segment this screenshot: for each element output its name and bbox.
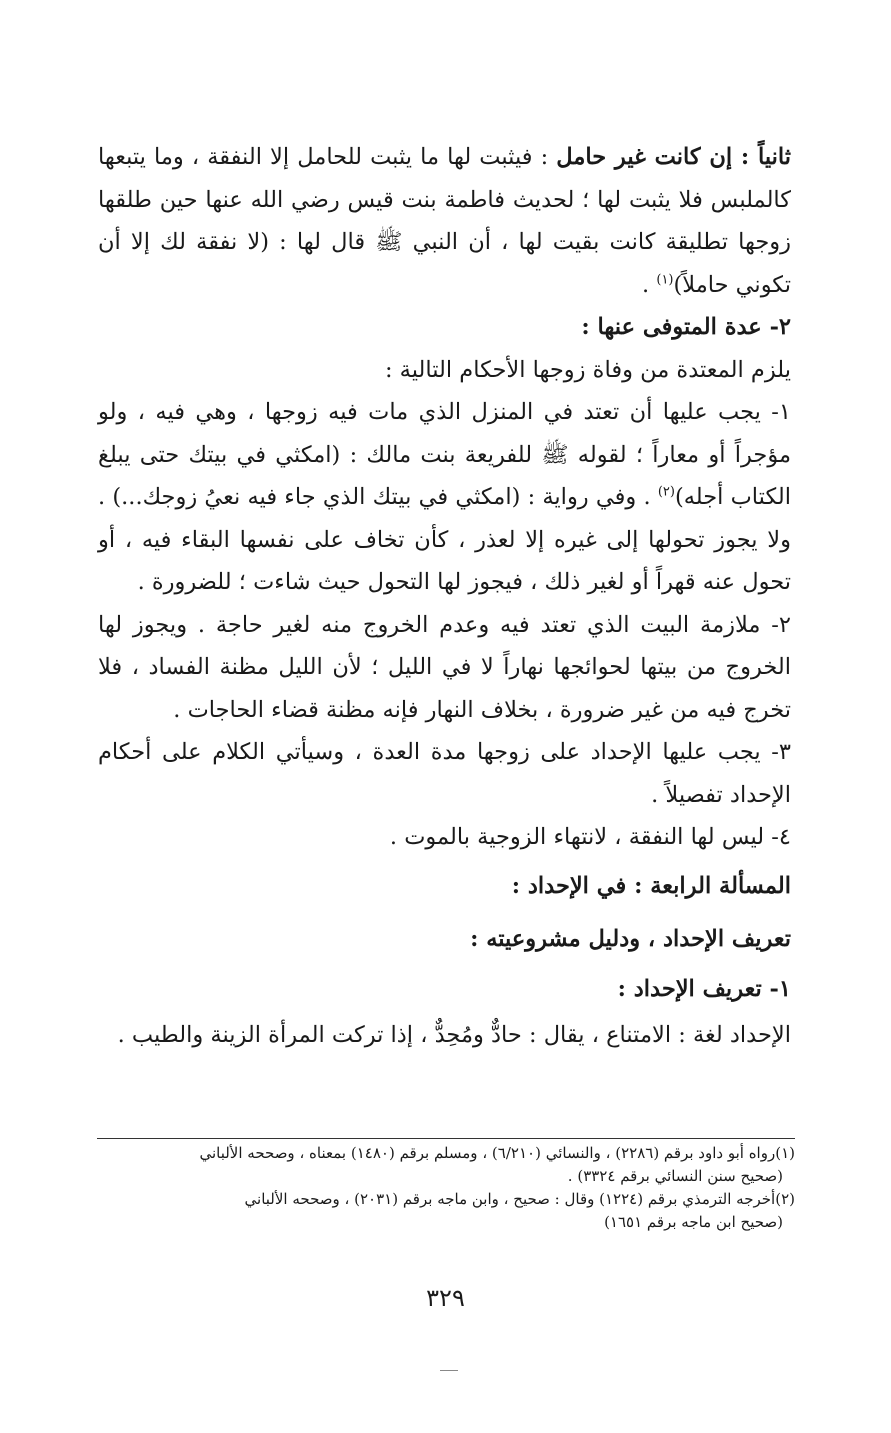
main-text [98,136,791,1056]
heading-definition-1: ١- تعريف الإحداد : [617,975,791,1002]
footnote-1: (١)رواه أبو داود برقم (٢٢٨٦) ، والنسائي (٦/٢١٠) ، ومسلم برقم (١٤٨٠) بمعناه ، وصححه الألباني [199,1144,795,1162]
footnotes [97,1142,795,1234]
heading-fourth-issue: المسألة الرابعة : في الإحداد : [511,872,791,899]
paragraph-rule-2: ٢- ملازمة البيت الذي تعتد فيه وعدم الخروج منه لغير حاجة . ويجوز لها الخروج من بيتها لحوائجها نهاراً لا في الليل ؛ لأن الليل مظنة الفساد ، فلا تخرج فيه من غير ضرورة ، بخلاف النهار فإنه مظنة قضاء الحاجات . [98,611,791,723]
paragraph-rule-3: ٣- يجب عليها الإحداد على زوجها مدة العدة ، وسيأتي الكلام على أحكام الإحداد تفصيلاً . [98,739,791,808]
paragraph-linguistic-definition: الإحداد لغة : الامتناع ، يقال : حادٌّ ومُحِدٌّ ، إذا تركت المرأة الزينة والطيب . [117,1021,791,1048]
bottom-mark [440,1370,458,1371]
footnote-ref-1: (١) [656,272,674,287]
paragraph-rule-1 [98,391,791,604]
paragraph-end: . [642,271,657,298]
footnote-1-continuation: (صحيح سنن النسائي برقم ٣٣٢٤) . [567,1167,783,1185]
heading-definition: تعريف الإحداد ، ودليل مشروعيته : [470,925,791,952]
footnote-2: (٢)أخرجه الترمذي برقم (١٢٢٤) وقال : صحيح ، وابن ماجه برقم (٢٠٣١) ، وصححه الألباني [244,1190,795,1208]
paragraph-lead: ثانياً : إن كانت غير حامل [556,144,791,170]
footnote-separator [97,1138,795,1139]
page-number: ٣٢٩ [426,1284,465,1312]
paragraph-text: : فيثبت لها ما يثبت للحامل إلا النفقة ، وما يتبعها كالملبس فلا يثبت لها ؛ لحديث فاطمة بنت قيس رضي الله عنها حين طلقها زوجها تطليقة كانت بقيت لها ، أن النبي ﷺ قال لها : (لا نفقة لك إلا أن تكوني حاملاً) [98,144,791,298]
paragraph-rule-1-a: ١- يجب عليها أن تعتد في المنزل الذي مات فيه زوجها ، وهي فيه ، ولو مؤجراً أو معاراً ؛ لقوله ﷺ للفريعة بنت مالك : (امكثي في بيتك حتى يبلغ الكتاب أجله) [98,399,791,510]
paragraph-intro-rulings: يلزم المعتدة من وفاة زوجها الأحكام التالية : [384,356,791,383]
footnote-2-continuation: (صحيح ابن ماجه برقم ١٦٥١) [604,1213,783,1231]
paragraph-not-pregnant [98,136,791,306]
paragraph-rule-1-b: . وفي رواية : (امكثي في بيتك الذي جاء فيه نعيُ زوجك...) . ولا يجوز تحولها إلى غيره إلا لعذر ، كأن تخاف على نفسها البقاء فيه ، أو تحول عنه قهراً أو لغير ذلك ، فيجوز لها التحول حيث شاءت ؛ للضرورة . [98,484,791,595]
heading-widow-waiting-period: ٢- عدة المتوفى عنها : [581,314,791,340]
paragraph-rule-4: ٤- ليس لها النفقة ، لانتهاء الزوجية بالموت . [389,824,791,850]
footnote-ref-2: (٢) [657,484,675,500]
